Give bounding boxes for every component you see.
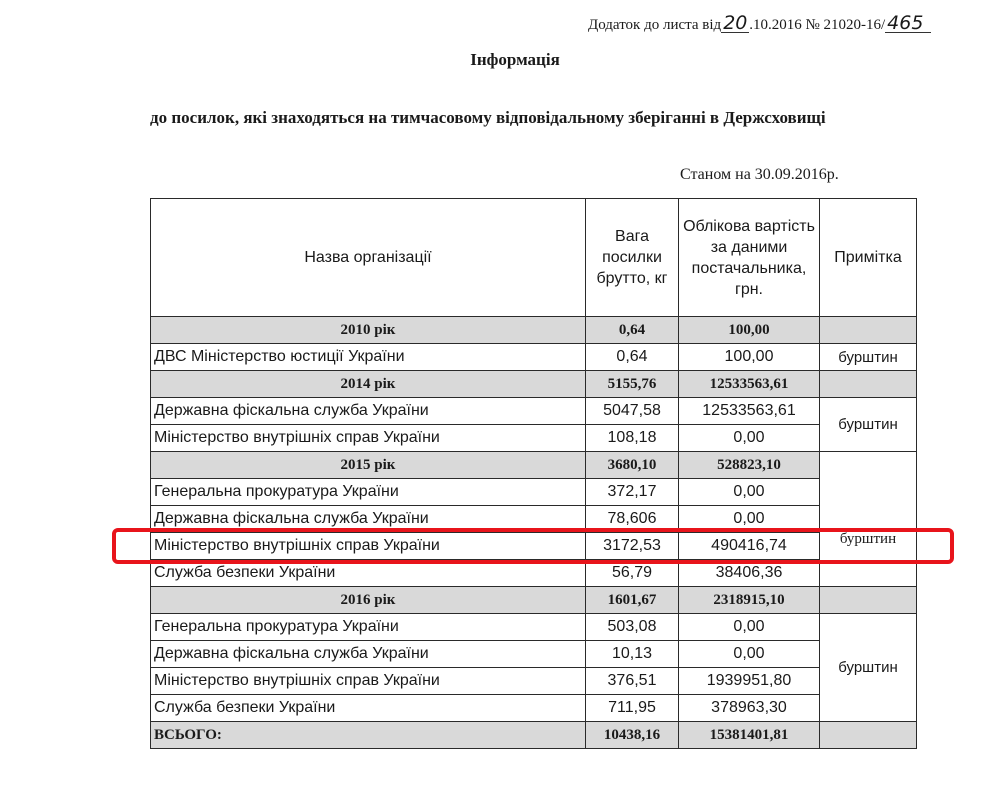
value-cell: 1939951,80	[679, 668, 820, 695]
note-cell: бурштин	[820, 398, 917, 452]
year-label: 2010 рік	[151, 317, 586, 344]
weight-cell: 503,08	[586, 614, 679, 641]
value-cell: 0,00	[679, 425, 820, 452]
organization-name: Державна фіскальна служба України	[151, 641, 586, 668]
table-row	[151, 614, 917, 641]
table-row	[151, 695, 917, 722]
organization-name: Міністерство внутрішніх справ України	[151, 668, 586, 695]
table-row	[151, 398, 917, 425]
ref-prefix: Додаток до листа від	[588, 17, 722, 33]
value-cell: 0,00	[679, 506, 820, 533]
year-note	[820, 371, 917, 398]
year-weight: 1601,67	[586, 587, 679, 614]
weight-cell: 78,606	[586, 506, 679, 533]
year-value: 100,00	[679, 317, 820, 344]
year-note	[820, 587, 917, 614]
year-weight: 0,64	[586, 317, 679, 344]
total-weight: 10438,16	[586, 722, 679, 749]
organization-name: Служба безпеки України	[151, 560, 586, 587]
year-value: 528823,10	[679, 452, 820, 479]
note-cell: бурштин	[820, 344, 917, 371]
column-header-note: Примітка	[820, 199, 917, 317]
parcels-table	[150, 198, 917, 749]
value-cell: 0,00	[679, 614, 820, 641]
year-label: 2016 рік	[151, 587, 586, 614]
reference-line	[588, 14, 931, 34]
value-cell: 378963,30	[679, 695, 820, 722]
organization-name: Служба безпеки України	[151, 695, 586, 722]
weight-cell: 0,64	[586, 344, 679, 371]
total-label: ВСЬОГО:	[151, 722, 586, 749]
as-of-date: Станом на 30.09.2016р.	[680, 166, 839, 183]
year-row-2016	[151, 587, 917, 614]
value-cell: 12533563,61	[679, 398, 820, 425]
table-row	[151, 641, 917, 668]
table-row	[151, 479, 917, 506]
table-header-row	[151, 199, 917, 317]
year-note	[820, 317, 917, 344]
year-row-2014	[151, 371, 917, 398]
value-cell: 490416,74	[679, 533, 820, 560]
column-header-organization: Назва організації	[151, 199, 586, 317]
organization-name: Генеральна прокуратура України	[151, 479, 586, 506]
weight-cell: 108,18	[586, 425, 679, 452]
organization-name: Міністерство внутрішніх справ України	[151, 533, 586, 560]
note-cell: бурштин	[839, 530, 897, 547]
organization-name: ДВС Міністерство юстиції України	[151, 344, 586, 371]
highlight-box	[112, 528, 954, 564]
total-value: 15381401,81	[679, 722, 820, 749]
weight-cell: 56,79	[586, 560, 679, 587]
weight-cell: 10,13	[586, 641, 679, 668]
organization-name: Генеральна прокуратура України	[151, 614, 586, 641]
year-label: 2014 рік	[151, 371, 586, 398]
year-label: 2015 рік	[151, 452, 586, 479]
weight-cell: 711,95	[586, 695, 679, 722]
column-header-weight: Вага посилки брутто, кг	[586, 199, 679, 317]
year-value: 2318915,10	[679, 587, 820, 614]
table-row	[151, 425, 917, 452]
value-cell: 0,00	[679, 641, 820, 668]
total-note	[820, 722, 917, 749]
organization-name: Державна фіскальна служба України	[151, 506, 586, 533]
value-cell: 0,00	[679, 479, 820, 506]
table-row	[151, 668, 917, 695]
column-header-value: Облікова вартість за даними постачальника, грн.	[679, 199, 820, 317]
organization-name: Державна фіскальна служба України	[151, 398, 586, 425]
document-subtitle: до посилок, які знаходяться на тимчасовому відповідальному зберіганні в Держсховищі	[150, 108, 826, 127]
document-title: Інформація	[470, 50, 560, 69]
value-cell: 100,00	[679, 344, 820, 371]
year-value: 12533563,61	[679, 371, 820, 398]
year-row-2015	[151, 452, 917, 479]
handwritten-day: 20	[723, 12, 748, 34]
year-weight: 5155,76	[586, 371, 679, 398]
weight-cell: 372,17	[586, 479, 679, 506]
weight-cell: 376,51	[586, 668, 679, 695]
weight-cell: 5047,58	[586, 398, 679, 425]
table-row	[151, 344, 917, 371]
year-weight: 3680,10	[586, 452, 679, 479]
year-row-2010	[151, 317, 917, 344]
value-cell: 38406,36	[679, 560, 820, 587]
organization-name: Міністерство внутрішніх справ України	[151, 425, 586, 452]
ref-middle: .10.2016 № 21020-16/	[749, 17, 886, 33]
total-row	[151, 722, 917, 749]
handwritten-number: 465	[885, 14, 931, 33]
year-note	[820, 452, 917, 587]
note-cell: бурштин	[820, 614, 917, 722]
weight-cell: 3172,53	[586, 533, 679, 560]
